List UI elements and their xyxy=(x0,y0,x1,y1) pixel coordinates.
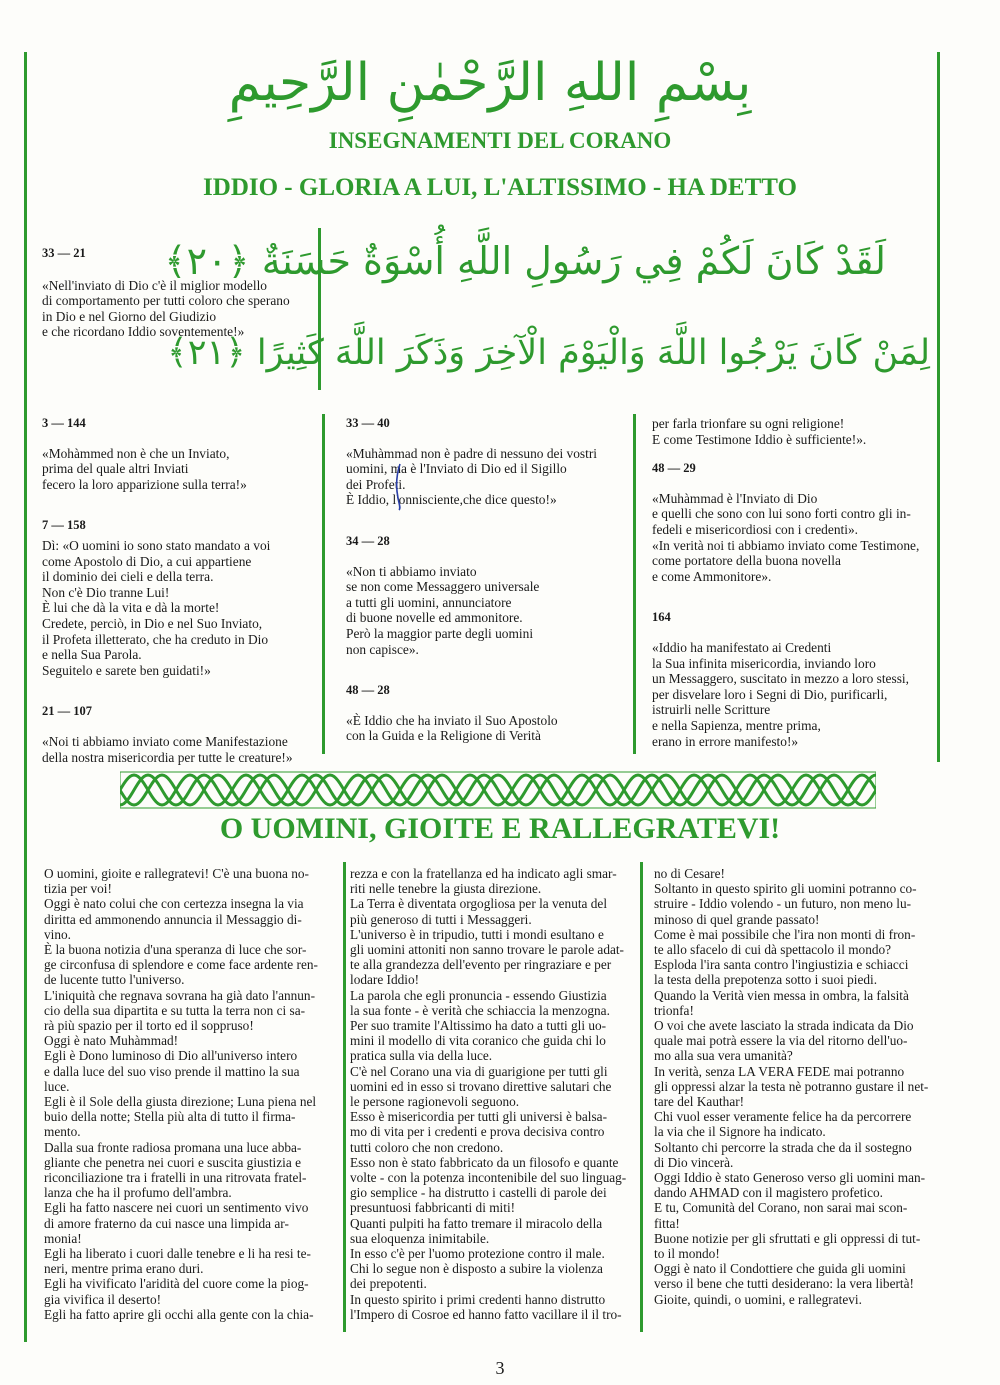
quote-block xyxy=(42,518,317,678)
article-text: no di Cesare! Soltanto in questo spirito gli uomini potranno co- struire - Iddio volendo - un futuro, non meno lu- minoso di quel grande passato! Come è mai possibile che l'ira non monti di fron- te allo sfacelo di cui dà spettacolo il mondo? Esploda l'ira santa contro l'ingiustizia e schiacci la testa della prepotenza sotto i suoi piedi. Quando la Verità vien messa in ombra, la falsità trionfa! O voi che avete lasciato la strada indicata da Dio quale mai potrà essere la via del ritorno dell'uo- mo alla sua vera umanità? In verità, senza LA VERA FEDE mai potranno gli oppressi alzar la testa nè potranno gustare il net- tare del Kauthar! Chi vuol esser veramente felice ha da percorrere la via che il Signore ha indicato. Soltanto chi percorre la strada che da il sostegno di Dio vincerà. Oggi Iddio è stato Generoso verso gli uomini man- dando AHMAD con il magistero profetico. E tu, Comunità del Corano, non sarai mai scon- fitta! Buone notizie per gli sfruttati e gli oppressi di tut- to il mondo! Oggi è nato il Condottiere che guida gli uomini verso il bene che tutti desiderano: la vera libertà! Gioite, quindi, o uomini, e rallegratevi. xyxy=(654,866,929,1307)
verse-reference: 164 xyxy=(652,610,671,625)
quote-block xyxy=(42,416,317,492)
page-title: INSEGNAMENTI DEL CORANO xyxy=(328,128,672,153)
pen-mark-annotation xyxy=(390,462,410,512)
verse-reference: 3 — 144 xyxy=(42,416,86,430)
verse-text: «Iddio ha manifestato ai Credenti la Sua infinita misericordia, inviando loro un Messaggero, suscitato in mezzo a loro stessi, per disvelare loro i Segni di Dio, purificarli, istruirli nelle Scritture e nella Sapienza, mentre prima, erano in errore manifesto!» xyxy=(652,639,909,749)
quotes-divider-2 xyxy=(633,414,636,754)
article-column-1 xyxy=(44,866,340,1322)
left-border-line xyxy=(24,52,27,1342)
verse-text: «Non ti abbiamo inviato se non come Messaggero universale a tutti gli uomini, annunciatore di buone novelle ed ammonitore. Però la maggior parte degli uomini non capisce». xyxy=(346,563,540,657)
verse-text: «Muhàmmad non è padre di nessuno dei vostri uomini, ma è l'Inviato di Dio ed il Sigillo dei Profeti. È Iddio, l'onnisciente,che dice questo!» xyxy=(346,445,598,508)
verse-reference: 48 — 29 xyxy=(652,461,696,476)
arabic-verse-line-2: لِمَنْ كَانَ يَرْجُوا اللَّهَ وَالْيَوْمَ الْآخِرَ وَذَكَرَ اللَّهَ كَثِيرًا ﴿٢١﴾ xyxy=(167,333,930,373)
quotes-column-3 xyxy=(652,416,942,775)
article-text: O uomini, gioite e rallegratevi! C'è una buona no- tizia per voi! Oggi è nato colui che con certezza insegna la via diritta ed ammonendo annuncia il Messaggio di- vino. È la buona notizia d'una speranza di luce che sor- ge circonfusa di splendore e come face ardente ren- de lucente tutto l'universo. L'iniquità che regnava sovrana ha già dato l'annun- cio della sua dipartita e su tutta la terra non ci sa- rà più spazio per il torto ed il sopprusо! Oggi è nato Muhàmmad! Egli è Dono luminoso di Dio all'universo intero e dalla luce del suo viso prende il mattino la sua luce. Egli è il Sole della giusta direzione; Luna piena nel buio della notte; Stella più alta di tutto il firma- mento. Dalla sua fronte radiosa promana una luce abba- gliante che penetra nei cuori e suscita giustizia e riconciliazione tra i fratelli in una ritrovata fratel- lanza che ha il profumo dell'ambra. Egli ha fatto nascere nei cuori un sentimento vivo di amore fraterno da cui nasce una limpida ar- monia! Egli ha liberato i cuori dalle tenebre e li ha resi te- neri, mentre prima erano duri. Egli ha vivificato l'aridità del cuore come la piog- gia vivifica il deserto! Egli ha fatto aprire gli occhi alla gente con la chia- xyxy=(44,866,318,1322)
quotes-column-1 xyxy=(42,416,317,791)
braid-ornament-divider xyxy=(120,770,876,810)
quote-block xyxy=(346,683,631,744)
article-column-2 xyxy=(350,866,642,1322)
verse-reference: 21 — 107 xyxy=(42,704,92,719)
bismillah-calligraphy: بِسْمِ اللهِ الرَّحْمٰنِ الرَّحِيمِ xyxy=(228,53,752,113)
article-column-3 xyxy=(654,866,954,1307)
quotes-column-2 xyxy=(346,416,631,770)
quote-block xyxy=(652,461,942,584)
verse-text: «È Iddio che ha inviato il Suo Apostolo con la Guida e la Religione di Verità xyxy=(346,712,558,744)
quote-block xyxy=(346,416,631,508)
verse-reference: 33 — 21 xyxy=(42,246,86,260)
body-divider-1 xyxy=(343,862,346,1332)
verse-text: «Muhàmmad è l'Inviato di Dio e quelli che sono con lui sono forti contro gli in- fedeli e misericordiosi con i credenti». «In verità noi ti abbiamo inviato come Testimone, come portatore della buona novella e come Ammonitore». xyxy=(652,490,920,584)
page-number: 3 xyxy=(495,1358,505,1378)
arabic-verse-line-1: لَقَدْ كَانَ لَكُمْ فِي رَسُولِ اللَّهِ أُسْوَةٌ حَسَنَةٌ ﴿٢٠﴾ xyxy=(164,239,886,283)
page-subtitle: IDDIO - GLORIA A LUI, L'ALTISSIMO - HA DETTO xyxy=(203,174,797,201)
verse-reference: 7 — 158 xyxy=(42,518,86,533)
verse-text: «Noi ti abbiamo inviato come Manifestazione della nostra misericordia per tutte le creature!» xyxy=(42,733,293,765)
article-text: rezza e con la fratellanza ed ha indicato agli smar- riti nelle tenebre la giusta direzione. La Terra è diventata orgogliosa per la venuta del più generoso di tutti i Messaggeri. L'universo è in tripudio, tutti i mondi esultano e gli uomini attoniti non sanno trovare le parole adat- te alla grandezza dell'evento per ringraziare e per lodare Iddio! La parola che egli pronuncia - essendo Giustizia la sua fonte - è verità che schiaccia la menzogna. Per suo tramite l'Altissimo ha dato a tutti gli uo- mini il modello di vita coranico che guida chi lo pratica sulla via della luce. C'è nel Corano una via di guarigione per tutti gli uomini ed in esso si trovano direttive salutari che le persone ragionevoli seguono. Esso è misericordia per tutti gli universi è balsa- mo di vita per i credenti e prova decisiva contro tutti coloro che non credono. Esso non è stato fabbricato da un filosofo e quante volte - con la potenza incontenibile del suo linguag- gio semplice - ha distrutto i castelli di parole dei presuntuosi fabbricanti di miti! Quanti pulpiti ha fatto tremare il miracolo della sua eloquenza inimitabile. In esso c'è per l'uomo protezione contro il male. Chi lo segue non è disposto a subire la violenza dei prepotenti. In questo spirito i primi credenti hanno distrutto l'Impero di Cosroe ed hanno fatto vacillare il il tro- xyxy=(350,866,627,1322)
quote-block xyxy=(42,704,317,765)
quotes-divider-1 xyxy=(322,414,325,754)
verse-reference: 34 — 28 xyxy=(346,533,390,548)
quote-block xyxy=(346,534,631,657)
verse-reference: 48 — 28 xyxy=(346,683,390,698)
section-title: O UOMINI, GIOITE E RALLEGRATEVI! xyxy=(219,812,781,845)
verse-text: Dì: «O uomini io sono stato mandato a voi come Apostolo di Dio, a cui appartiene il dominio dei cieli e della terra. Non c'è Dio tranne Lui! È lui che dà la vita e dà la morte! Credete, perciò, in Dio e nel Suo Inviato, il Profeta illetterato, che ha creduto in Dio e nella Sua Parola. Seguitelo e sarete ben guidati!» xyxy=(42,537,271,678)
verse-text: per farla trionfare su ogni religione! E come Testimone Iddio è sufficiente!». xyxy=(652,416,867,447)
verse-text: «Nell'inviato di Dio c'è il miglior modello di comportamento per tutti coloro che sperano in Dio e nel Giorno del Giudizio e che ricordano Iddio soventemente!» xyxy=(42,277,290,340)
verse-text: «Mohàmmed non è che un Inviato, prima del quale altri Inviati fecero la loro apparizione sulla terra!» xyxy=(42,445,247,492)
quote-block xyxy=(652,610,942,749)
quote-continuation xyxy=(652,416,942,447)
verse-reference: 33 — 40 xyxy=(346,416,390,430)
